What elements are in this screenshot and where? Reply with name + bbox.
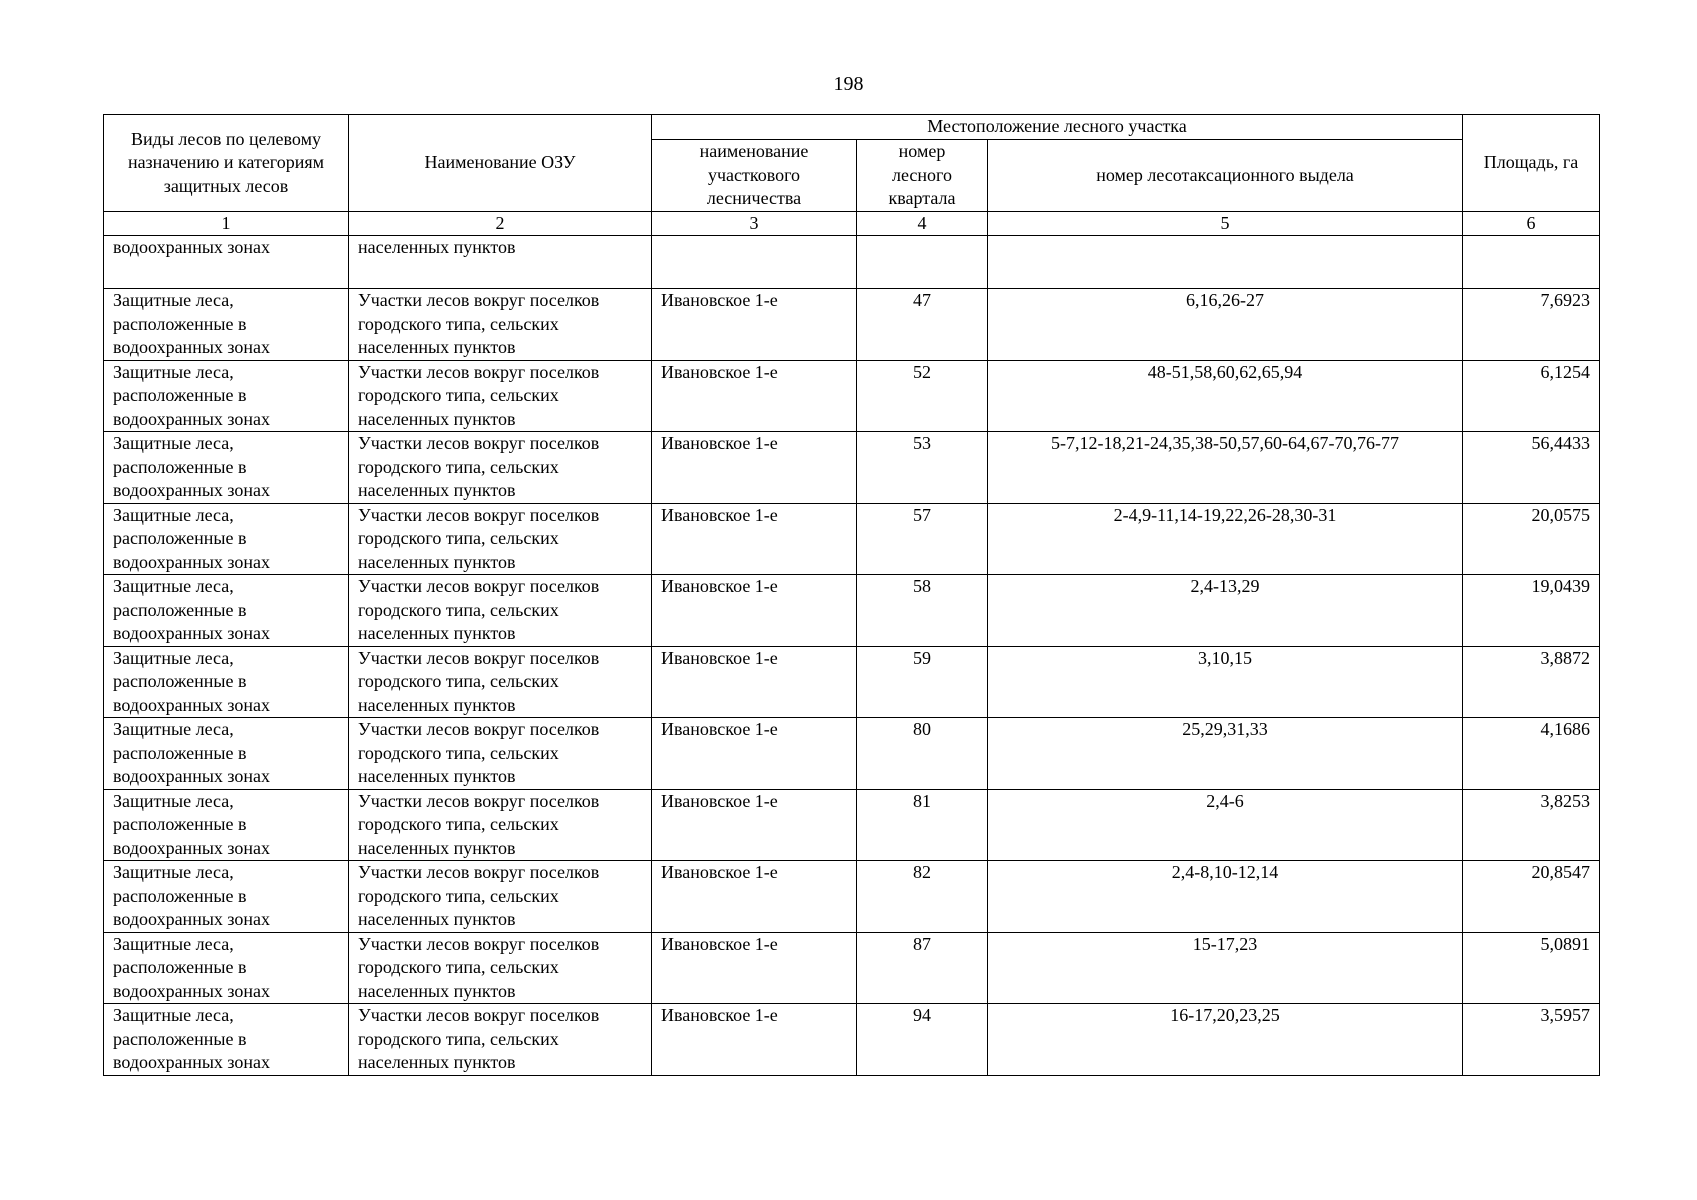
- cell-allotments: 2,4-8,10-12,14: [988, 861, 1463, 933]
- cell-ozu-name: Участки лесов вокруг поселков городского типа, сельских населенных пунктов: [349, 575, 652, 647]
- cell-forestry: Ивановское 1-е: [652, 932, 857, 1004]
- cell-area: 56,4433: [1463, 432, 1600, 504]
- cell-quarter: 81: [857, 789, 988, 861]
- table-row: [104, 718, 1600, 790]
- cell-forestry: Ивановское 1-е: [652, 289, 857, 361]
- cell-ozu-name: Участки лесов вокруг поселков городского типа, сельских населенных пунктов: [349, 932, 652, 1004]
- cell-forestry: Ивановское 1-е: [652, 360, 857, 432]
- cell-ozu-name: населенных пунктов: [349, 236, 652, 289]
- cell-forest-type: Защитные леса, расположенные в водоохранных зонах: [104, 932, 349, 1004]
- cell-ozu-name: Участки лесов вокруг поселков городского типа, сельских населенных пунктов: [349, 646, 652, 718]
- cell-quarter: 47: [857, 289, 988, 361]
- cell-forestry: Ивановское 1-е: [652, 1004, 857, 1076]
- cell-forest-type: Защитные леса, расположенные в водоохранных зонах: [104, 718, 349, 790]
- cell-ozu-name: Участки лесов вокруг поселков городского типа, сельских населенных пунктов: [349, 861, 652, 933]
- cell-forestry: [652, 236, 857, 289]
- page-number: 198: [833, 73, 864, 95]
- cell-quarter: [857, 236, 988, 289]
- cell-area: 3,8872: [1463, 646, 1600, 718]
- cell-forest-type: Защитные леса, расположенные в водоохранных зонах: [104, 789, 349, 861]
- cell-ozu-name: Участки лесов вокруг поселков городского типа, сельских населенных пунктов: [349, 289, 652, 361]
- cell-quarter: 87: [857, 932, 988, 1004]
- cell-ozu-name: Участки лесов вокруг поселков городского типа, сельских населенных пунктов: [349, 360, 652, 432]
- cell-quarter: 58: [857, 575, 988, 647]
- table-row: [104, 503, 1600, 575]
- table-row: [104, 289, 1600, 361]
- cell-forest-type: Защитные леса, расположенные в водоохранных зонах: [104, 289, 349, 361]
- cell-forestry: Ивановское 1-е: [652, 861, 857, 933]
- cell-quarter: 94: [857, 1004, 988, 1076]
- table-row: [104, 432, 1600, 504]
- table-row: [104, 575, 1600, 647]
- continuation-row: [104, 236, 1600, 289]
- cell-allotments: 15-17,23: [988, 932, 1463, 1004]
- cell-allotments: 2,4-6: [988, 789, 1463, 861]
- cell-area: 5,0891: [1463, 932, 1600, 1004]
- cell-area: 20,0575: [1463, 503, 1600, 575]
- cell-allotments: 2-4,9-11,14-19,22,26-28,30-31: [988, 503, 1463, 575]
- header-forestry-name: наименование участкового лесничества: [652, 140, 857, 212]
- header-allotment-number: номер лесотаксационного выдела: [988, 140, 1463, 212]
- table-row: [104, 646, 1600, 718]
- cell-ozu-name: Участки лесов вокруг поселков городского типа, сельских населенных пунктов: [349, 718, 652, 790]
- header-area: Площадь, га: [1463, 115, 1600, 212]
- column-number: 3: [652, 211, 857, 236]
- cell-allotments: 16-17,20,23,25: [988, 1004, 1463, 1076]
- table-row: [104, 932, 1600, 1004]
- cell-forest-type: водоохранных зонах: [104, 236, 349, 289]
- column-number: 6: [1463, 211, 1600, 236]
- cell-ozu-name: Участки лесов вокруг поселков городского типа, сельских населенных пунктов: [349, 789, 652, 861]
- cell-forest-type: Защитные леса, расположенные в водоохранных зонах: [104, 575, 349, 647]
- header-forest-type: Виды лесов по целевому назначению и категориям защитных лесов: [104, 115, 349, 212]
- cell-allotments: 6,16,26-27: [988, 289, 1463, 361]
- cell-ozu-name: Участки лесов вокруг поселков городского типа, сельских населенных пунктов: [349, 1004, 652, 1076]
- cell-forestry: Ивановское 1-е: [652, 503, 857, 575]
- cell-area: 7,6923: [1463, 289, 1600, 361]
- cell-forest-type: Защитные леса, расположенные в водоохранных зонах: [104, 503, 349, 575]
- cell-allotments: 48-51,58,60,62,65,94: [988, 360, 1463, 432]
- cell-ozu-name: Участки лесов вокруг поселков городского типа, сельских населенных пунктов: [349, 432, 652, 504]
- cell-allotments: [988, 236, 1463, 289]
- cell-quarter: 80: [857, 718, 988, 790]
- table-row: [104, 861, 1600, 933]
- cell-allotments: 2,4-13,29: [988, 575, 1463, 647]
- forest-plots-table: [103, 114, 1600, 1076]
- table-row: [104, 360, 1600, 432]
- cell-area: [1463, 236, 1600, 289]
- cell-area: 19,0439: [1463, 575, 1600, 647]
- column-number: 4: [857, 211, 988, 236]
- cell-forest-type: Защитные леса, расположенные в водоохранных зонах: [104, 432, 349, 504]
- cell-forestry: Ивановское 1-е: [652, 646, 857, 718]
- cell-allotments: 5-7,12-18,21-24,35,38-50,57,60-64,67-70,76-77: [988, 432, 1463, 504]
- cell-quarter: 82: [857, 861, 988, 933]
- cell-allotments: 3,10,15: [988, 646, 1463, 718]
- cell-quarter: 59: [857, 646, 988, 718]
- cell-forestry: Ивановское 1-е: [652, 432, 857, 504]
- column-number-row: [104, 211, 1600, 236]
- cell-forest-type: Защитные леса, расположенные в водоохранных зонах: [104, 646, 349, 718]
- cell-quarter: 52: [857, 360, 988, 432]
- cell-quarter: 57: [857, 503, 988, 575]
- cell-forestry: Ивановское 1-е: [652, 718, 857, 790]
- header-location-group: Местоположение лесного участка: [652, 115, 1463, 140]
- header-ozu-name: Наименование ОЗУ: [349, 115, 652, 212]
- cell-forestry: Ивановское 1-е: [652, 575, 857, 647]
- cell-area: 20,8547: [1463, 861, 1600, 933]
- cell-forest-type: Защитные леса, расположенные в водоохранных зонах: [104, 861, 349, 933]
- column-number: 2: [349, 211, 652, 236]
- cell-area: 6,1254: [1463, 360, 1600, 432]
- cell-ozu-name: Участки лесов вокруг поселков городского типа, сельских населенных пунктов: [349, 503, 652, 575]
- table-row: [104, 789, 1600, 861]
- cell-forest-type: Защитные леса, расположенные в водоохранных зонах: [104, 1004, 349, 1076]
- cell-area: 3,5957: [1463, 1004, 1600, 1076]
- cell-area: 4,1686: [1463, 718, 1600, 790]
- cell-quarter: 53: [857, 432, 988, 504]
- cell-forest-type: Защитные леса, расположенные в водоохранных зонах: [104, 360, 349, 432]
- cell-area: 3,8253: [1463, 789, 1600, 861]
- cell-forestry: Ивановское 1-е: [652, 789, 857, 861]
- cell-allotments: 25,29,31,33: [988, 718, 1463, 790]
- column-number: 5: [988, 211, 1463, 236]
- header-quarter-number: номер лесного квартала: [857, 140, 988, 212]
- table-row: [104, 1004, 1600, 1076]
- column-number: 1: [104, 211, 349, 236]
